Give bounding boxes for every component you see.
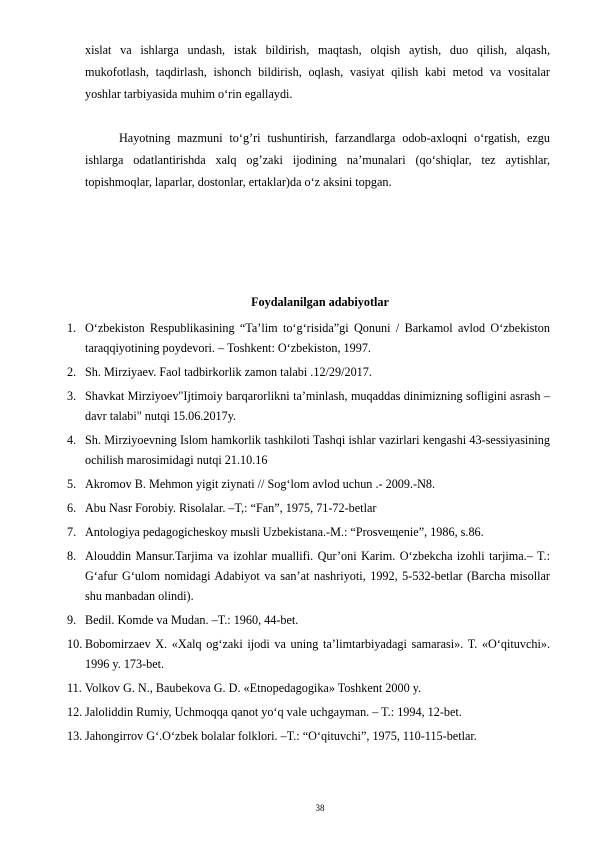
reference-text: Bedil. Komde va Mudan. –T.: 1960, 44-bet.	[85, 613, 299, 627]
reference-item	[67, 318, 550, 358]
paragraph-1: xislat va ishlarga undash, istak bildirish, maqtash, olqish aytish, duo qilish, alqash, mukofotlash, taqdirlash, ishonch bildirish, oqlash, vasiyat qilish kabi metod va vositalar yoshlar tarbiyasida muhim o‘rin egallaydi.	[85, 43, 550, 101]
reference-text: Volkov G. N., Baubekova G. D. «Etnopedagogika» Toshkent 2000 y.	[85, 681, 422, 695]
reference-item	[67, 522, 550, 542]
reference-item	[67, 474, 550, 494]
reference-number: 8.	[67, 549, 77, 563]
references-list	[67, 318, 550, 750]
reference-text: Antologiya pedagogicheskoy mыsli Uzbekistana.-M.: “Prosveщenie”, 1986, s.86.	[85, 525, 484, 539]
reference-number: 13.	[67, 729, 83, 743]
reference-item	[67, 610, 550, 630]
reference-text: Alouddin Mansur.Tarjima va izohlar muallifi. Qur’oni Karim. O‘zbekcha izohli tarjima.– T.: G‘afur G‘ulom nomidagi Adabiyot va san’at nashriyoti, 1992, 5-532-betlar (Barcha misollar shu manbadan olindi).	[85, 549, 550, 603]
reference-text: Sh. Mirziyoevning Islom hamkorlik tashkiloti Tashqi ishlar vazirlari kengashi 43-sessiyasining ochilish marosimidagi nutqi 21.10.16	[85, 433, 550, 467]
reference-number: 4.	[67, 433, 77, 447]
reference-item	[67, 678, 550, 698]
reference-number: 3.	[67, 389, 77, 403]
reference-number: 9.	[67, 613, 77, 627]
reference-item	[67, 362, 550, 382]
reference-item	[67, 702, 550, 722]
reference-text: Akromov B. Mehmon yigit ziynati // Sog‘lom avlod uchun .- 2009.-N8.	[85, 477, 436, 491]
paragraph-2: Hayotning mazmuni to‘g’ri tushuntirish, farzandlarga odob-axloqni o‘rgatish, ezgu ishlarga odatlantirishda xalq og’zaki ijodining na’munalari (qo‘shiqlar, tez aytishlar, topishmoqlar, laparlar, dostonlar, ertaklar)da o‘z aksini topgan.	[85, 131, 550, 189]
reference-number: 11.	[67, 681, 82, 695]
reference-text: Jahongirrov G‘.O‘zbek bolalar folklori. –T.: “O‘qituvchi”, 1975, 110-115-betlar.	[85, 729, 477, 743]
reference-item	[67, 546, 550, 606]
reference-text: Bobomirzaev X. «Xalq og‘zaki ijodi va uning ta’limtarbiyadagi samarasi». T. «O‘qituvchi». 1996 y. 173-bet.	[85, 637, 550, 671]
reference-item	[67, 498, 550, 518]
reference-text: Abu Nasr Forobiy. Risolalar. –T,: “Fan”, 1975, 71-72-betlar	[85, 501, 377, 515]
reference-number: 1.	[67, 321, 77, 335]
reference-text: Sh. Mirziyaev. Faol tadbirkorlik zamon talabi .12/29/2017.	[85, 365, 372, 379]
reference-text: Jaloliddin Rumiy, Uchmoqqa qanot yo‘q vale uchgayman. – T.: 1994, 12-bet.	[85, 705, 462, 719]
reference-number: 2.	[67, 365, 77, 379]
reference-item	[67, 634, 550, 674]
reference-text: Shavkat Mirziyoev"Ijtimoiy barqarorlikni ta’minlash, muqaddas dinimizning sofligini asrash – davr talabi" nutqi 15.06.2017y.	[85, 389, 550, 423]
reference-number: 5.	[67, 477, 77, 491]
page-number: 38	[315, 803, 325, 813]
reference-number: 7.	[67, 525, 77, 539]
reference-text: O‘zbekiston Respublikasining “Ta’lim to‘g‘risida”gi Qonuni / Barkamol avlod O‘zbekiston taraqqiyotining poydevori. – Toshkent: O‘zbekiston, 1997.	[85, 321, 550, 355]
reference-item	[67, 430, 550, 470]
reference-item	[67, 386, 550, 426]
reference-item	[67, 726, 550, 746]
reference-number: 12.	[67, 705, 83, 719]
references-heading: Foydalanilgan adabiyotlar	[251, 295, 389, 309]
reference-number: 10.	[67, 637, 83, 651]
reference-number: 6.	[67, 501, 77, 515]
